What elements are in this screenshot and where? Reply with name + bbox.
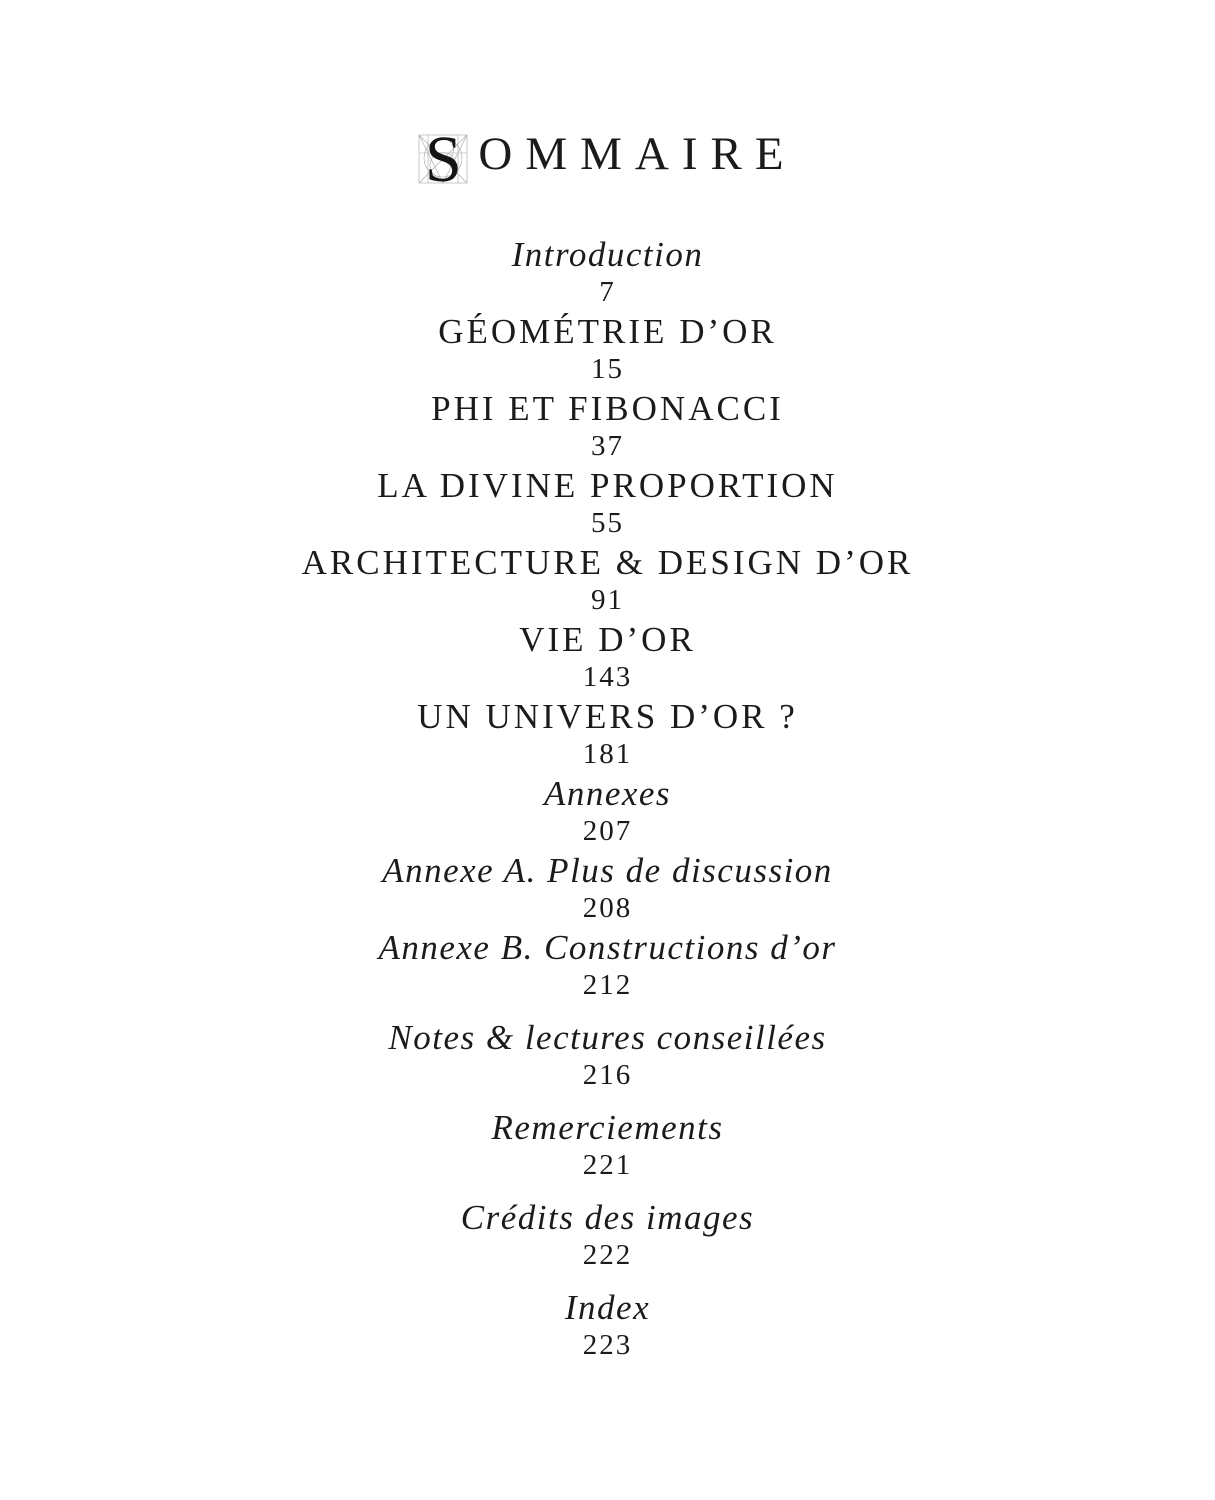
toc-entry-page-number: 222	[582, 1239, 633, 1271]
title-initial-letter: S	[425, 123, 462, 197]
toc-entry	[0, 313, 1215, 384]
toc-entry-label: Introduction	[511, 235, 704, 274]
toc-entry-label: GÉOMÉTRIE D’OR	[438, 312, 777, 351]
toc-entry-page-number: 208	[582, 892, 633, 924]
toc-entry-page-number: 7	[599, 276, 616, 308]
toc-entry-page-number: 143	[582, 661, 633, 693]
toc-entry-page-number: 221	[582, 1149, 633, 1181]
toc-entry-page-number: 37	[591, 430, 624, 462]
dropcap-box	[418, 123, 468, 197]
toc-entry-label: Remerciements	[491, 1108, 724, 1147]
toc-entry	[0, 775, 1215, 846]
toc-entry-label: Annexe A. Plus de discussion	[382, 851, 833, 890]
toc-entry-label: Annexes	[543, 774, 672, 813]
toc-entry-page-number: 207	[582, 815, 633, 847]
toc-entry	[0, 544, 1215, 615]
toc-entry	[0, 467, 1215, 538]
toc-entry-page-number: 55	[591, 507, 624, 539]
toc-entry-label: ARCHITECTURE & DESIGN D’OR	[301, 543, 914, 582]
toc-entry	[0, 1199, 1215, 1270]
toc-entry	[0, 236, 1215, 307]
toc-entry	[0, 1019, 1215, 1090]
toc-entry	[0, 621, 1215, 692]
toc-entry-page-number: 181	[582, 738, 633, 770]
page-header	[0, 123, 1215, 197]
toc-entry-label: Index	[564, 1288, 651, 1327]
toc-entry	[0, 698, 1215, 769]
toc-entry-label: LA DIVINE PROPORTION	[377, 466, 838, 505]
toc-entry-label: Crédits des images	[460, 1198, 755, 1237]
toc-entry-page-number: 91	[591, 584, 624, 616]
toc-entry	[0, 852, 1215, 923]
toc-entry-label: PHI ET FIBONACCI	[431, 389, 784, 428]
toc-entry	[0, 929, 1215, 1000]
toc-entry-label: UN UNIVERS D’OR ?	[417, 697, 798, 736]
title-text: OMMAIRE	[478, 128, 797, 180]
toc-entry-page-number: 15	[591, 353, 624, 385]
toc-entry-page-number: 223	[582, 1329, 633, 1361]
toc-entry-label: VIE D’OR	[519, 620, 696, 659]
toc-entry	[0, 1109, 1215, 1180]
page-title	[418, 123, 797, 197]
toc-entry-page-number: 216	[582, 1059, 633, 1091]
toc-entry	[0, 1289, 1215, 1360]
toc-entry-label: Annexe B. Constructions d’or	[378, 928, 837, 967]
toc	[0, 236, 1215, 1360]
toc-entry-label: Notes & lectures conseillées	[388, 1018, 827, 1057]
toc-entry-page-number: 212	[582, 969, 633, 1001]
toc-entry	[0, 390, 1215, 461]
